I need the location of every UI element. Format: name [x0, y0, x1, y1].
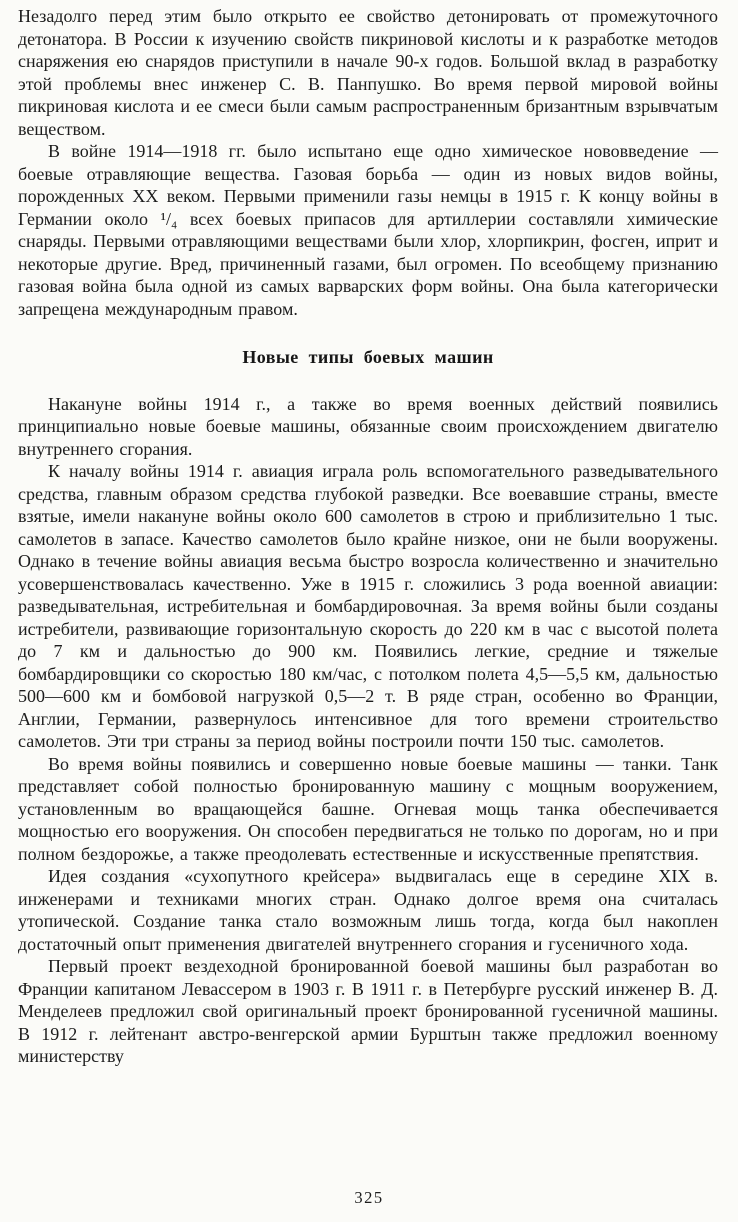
paragraph-tanks: Во время войны появились и совершенно новые боевые машины — танки. Танк представляет собой полностью бронированную машину с мощным вооружением, установленным во вращающейся башне. Огневая мощь танка обеспечивается мощностью его вооружения. Он способен передвигаться не только по дорогам, но и при полном бездорожье, а также преодолевать естественные и искусственные препятствия.: [18, 753, 718, 864]
paragraph-picric-acid: Незадолго перед этим было открыто ее свойство детонировать от промежуточного детонатора. В России к изучению свойств пикриновой кислоты и к разработке методов снаряжения ею снарядов приступили в начале 90-х годов. Большой вклад в разработку этой проблемы внес инженер С. В. Панпушко. Во время первой мировой войны пикриновая кислота и ее смеси были самым распространенным бризантным взрывчатым веществом.: [18, 6, 718, 139]
section-heading: Новые типы боевых машин: [242, 347, 494, 367]
paragraph-chemical-warfare: В войне 1914—1918 гг. было испытано еще одно химическое нововведение — боевые отравляющие вещества. Газовая борьба — один из новых видов войны, порожденных XX веком. Первыми применили газы немцы в 1915 г. К концу войны в Германии около ¹/₄ всех боевых припасов для артиллерии составляли химические снаряды. Первыми отравляющими веществами были хлор, хлорпикрин, фосген, иприт и некоторые другие. Вред, причиненный газами, был огромен. По всеобщему признанию газовая война была одной из самых варварских форм войны. Она была категорически запрещена международным правом.: [18, 141, 718, 319]
paragraph-first-projects: Первый проект вездеходной бронированной боевой машины был разработан во Франции капитаном Левассером в 1903 г. В 1911 г. в Петербурге русский инженер В. Д. Менделеев предложил свой оригинальный проект бронированной гусеничной машины. В 1912 г. лейтенант австро-венгерской армии Бурштын также предложил военному министерству: [18, 956, 718, 1066]
page-number: 325: [354, 1187, 384, 1207]
paragraph-new-machines-intro: Накануне войны 1914 г., а также во время военных действий появились принципиально новые боевые машины, обязанные своим происхождением двигателю внутреннего сгорания.: [18, 393, 718, 459]
paragraph-land-cruiser-idea: Идея создания «сухопутного крейсера» выдвигалась еще в середине XIX в. инженерами и техниками многих стран. Однако долгое время она считалась утопической. Создание танка стало возможным лишь тогда, когда был накоплен достаточный опыт применения двигателей внутреннего сгорания и гусеничного хода.: [18, 866, 718, 954]
paragraph-aviation: К началу войны 1914 г. авиация играла роль вспомогательного разведывательного средства, главным образом средства глубокой разведки. Все воевавшие страны, вместе взятые, имели накануне войны около 600 самолетов в строю и приблизительно 1 тыс. самолетов в запасе. Качество самолетов было крайне низкое, они не были вооружены. Однако в течение войны авиация весьма быстро возросла количественно и значительно усовершенствовалась качественно. Уже в 1915 г. сложились 3 рода военной авиации: разведывательная, истребительная и бомбардировочная. За время войны были созданы истребители, развивающие горизонтальную скорость до 220 км в час с высотой полета до 7 км и дальностью до 900 км. Появились легкие, средние и тяжелые бомбардировщики со скоростью 180 км/час, с потолком полета 4,5—5,5 км, дальностью 500—600 км и бомбовой нагрузкой 0,5—2 т. В ряде стран, особенно во Франции, Англии, Германии, развернулось интенсивное для того времени строительство самолетов. Эти три страны за период войны построили почти 150 тыс. самолетов.: [18, 461, 718, 751]
